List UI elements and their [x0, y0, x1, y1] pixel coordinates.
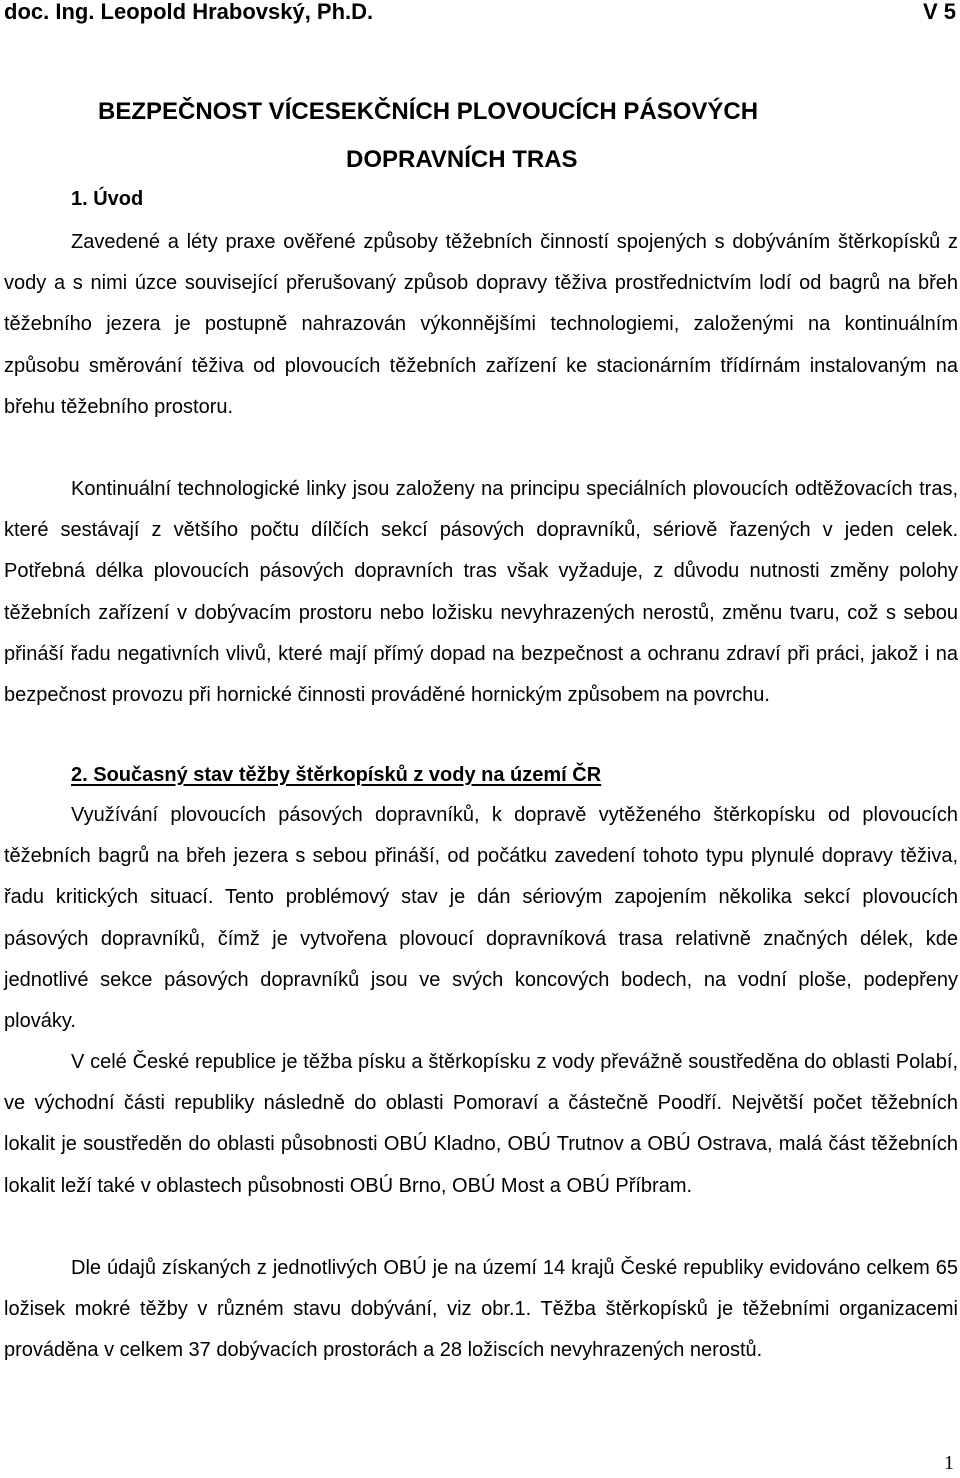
paragraph: Dle údajů získaných z jednotlivých OBÚ je na území 14 krajů České republiky evidováno celkem 65 ložisek mokré těžby v různém stavu dobývání, viz obr.1. Těžba štěrkopísků je těžebními organizacemi prováděna v celkem 37 dobývacích prostorách a 28 ložiscích nevyhrazených nerostů. — [4, 1257, 958, 1362]
page-number: 1 — [944, 1452, 954, 1474]
header-code: V 5 — [922, 0, 956, 24]
paragraph: Využívání plovoucích pásových dopravníků, k dopravě vytěženého štěrkopísku od plovoucích těžebních bagrů na břeh jezera s sebou přináší, od počátku zavedení tohoto typu plynulé dopravy těživa, řadu kritických situací. Tento problémový stav je dán sériovým zapojením několika sekcí plovoucích pásových dopravníků, čímž je vytvořena plovoucí dopravníková trasa relativně značných délek, kde jednotlivé sekce pásových dopravníků jsou ve svých koncových bodech, na vodní ploše, podepřeny plováky. — [4, 804, 958, 1033]
title-line-1: BEZPEČNOST VÍCESEKČNÍCH PLOVOUCÍCH PÁSOVÝCH — [98, 98, 759, 125]
paragraph: Kontinuální technologické linky jsou založeny na principu speciálních plovoucích odtěžovacích tras, které sestávají z většího počtu dílčích sekcí pásových dopravníků, sériově řazených v jeden celek. Potřebná délka plovoucích pásových dopravních tras však vyžaduje, z důvodu nutnosti změny polohy těžebních zařízení v dobývacím prostoru nebo ložisku nevyhrazených nerostů, změnu tvaru, což s sebou přináší řadu negativních vlivů, které mají přímý dopad na bezpečnost a ochranu zdraví při práci, jakož i na bezpečnost provozu při hornické činnosti prováděné hornickým způsobem na povrchu. — [4, 478, 958, 707]
paragraph: Zavedené a léty praxe ověřené způsoby těžebních činností spojených s dobýváním štěrkopísků z vody a s nimi úzce související přerušovaný způsob dopravy těživa prostřednictvím lodí od bagrů na břeh těžebního jezera je postupně nahrazován výkonnějšími technologiemi, založenými na kontinuálním způsobu směrování těživa od plovoucích těžebních zařízení ke stacionárním třídírnám instalovaným na břehu těžebního prostoru. — [4, 231, 958, 418]
section-heading-current-state: 2. Současný stav těžby štěrkopísků z vody na území ČR — [71, 764, 602, 786]
paragraph: V celé České republice je těžba písku a štěrkopísku z vody převážně soustředěna do oblasti Polabí, ve východní části republiky následně do oblasti Pomoraví a částečně Poodří. Největší počet těžebních lokalit je soustředěn do oblasti působnosti OBÚ Kladno, OBÚ Trutnov a OBÚ Ostrava, malá část těžebních lokalit leží také v oblastech působnosti OBÚ Brno, OBÚ Most a OBÚ Příbram. — [4, 1051, 958, 1197]
title-line-2: DOPRAVNÍCH TRAS — [346, 146, 578, 173]
header-author: doc. Ing. Leopold Hrabovský, Ph.D. — [4, 0, 374, 24]
section-heading-intro: 1. Úvod — [71, 188, 144, 210]
